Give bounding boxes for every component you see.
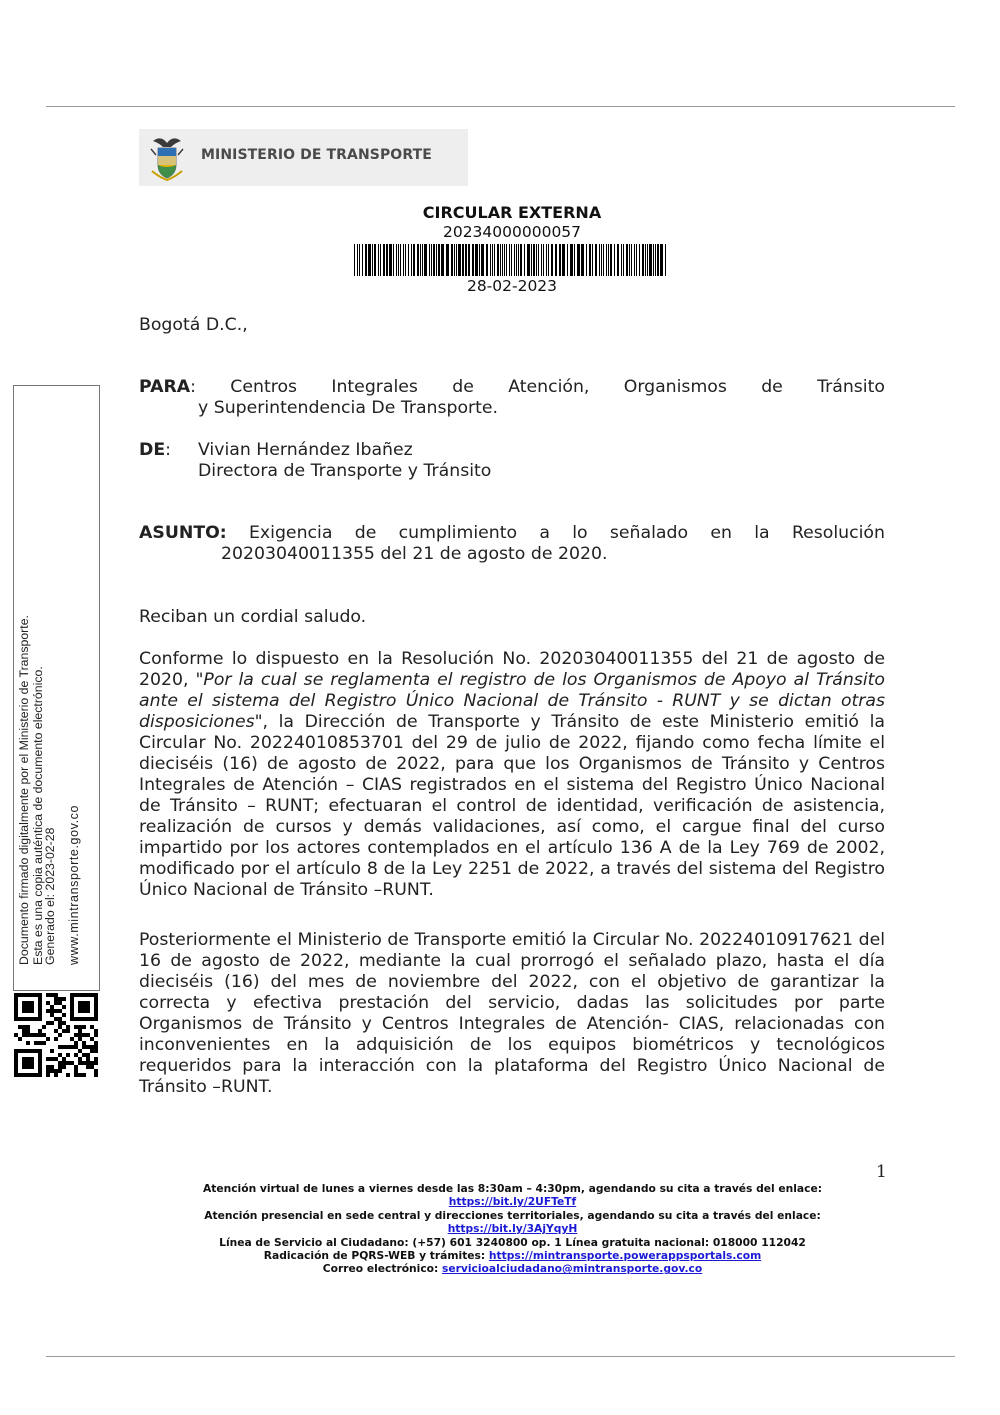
asunto-word: Exigencia [249,523,333,543]
asunto-word: Resolución [791,523,885,543]
stamp-line-3: Generado el: 2023-02-28 [43,827,57,965]
asunto-line-1 [139,523,885,544]
footer-virtual-attention: Atención virtual de lunes a viernes desde las 8:30am – 4:30pm, agendando su cita a través del enlace: [202,1182,822,1195]
footer-link-virtual[interactable]: https://bit.ly/2UFTeTf [448,1195,577,1209]
footer-link-email[interactable]: servicioalciudadano@mintransporte.gov.co [442,1262,703,1276]
de-label: DE [139,440,166,460]
greeting: Reciban un cordial saludo. [139,607,367,627]
de-block: DE: Vivian Hernández Ibañez Directora de Transporte y Tránsito [139,440,885,482]
city-line: Bogotá D.C., [139,315,248,335]
para-word: de [452,377,474,397]
footer-inperson-attention: Atención presencial en sede central y direcciones territoriales, agendando su cita a través del enlace: [204,1208,821,1222]
document-header [300,203,724,296]
asunto-block [139,523,885,565]
asunto-word: señalado [609,523,689,543]
paragraph-1: Conforme lo dispuesto en la Resolución No. 20203040011355 del 21 de agosto de 2020, "Por la cual se reglamenta el registro de los Organismos de Apoyo al Tránsito ante el sistema del Registro Único Nacional de Tránsito - RUNT y se dictan otras disposiciones", la Dirección de Transporte y Tránsito de este Ministerio emitió la Circular No. 20224010853701 del 29 de julio de 2022, fijando como fecha límite el dieciséis (16) de agosto de 2022, para que los Organismos de Tránsito y Centros Integrales de Atención – CIAS registrados en el sistema del Registro Único Nacional de Tránsito – RUNT; efectuaran el control de identidad, verificación de asistencia, realización de cursos y demás validaciones, así como, el cargue final del curso impartido por los actores contemplados en el artículo 136 A de la Ley 769 de 2002, modificado por el artículo 8 de la Ley 2251 de 2022, a través del sistema del Registro Único Nacional de Tránsito –RUNT. [139,649,885,900]
para-recipients: y Superintendencia De Transporte. [198,398,499,418]
para-word: Organismos [623,377,727,397]
para-word: Integrales [331,377,418,397]
asunto-word: cumplimiento [398,523,518,543]
asunto-word: de [354,523,377,543]
qr-code [14,993,98,1077]
resolution-title: Por la cual se reglamenta el registro de los Organismos de Apoyo al Tránsito ante el sistema del Registro Único Nacional de Tránsito - RUNT y se dictan otras disposiciones [139,670,885,732]
asunto-word: la [754,523,770,543]
para-word: Centros [230,377,298,397]
asunto-word: lo [572,523,588,543]
de-title: Directora de Transporte y Tránsito [198,461,492,481]
footer-link-inperson[interactable]: https://bit.ly/3AjYqyH [447,1222,578,1236]
para-line-1 [139,377,885,398]
footer-email-label: Correo electrónico: [322,1262,439,1276]
para-word: de [761,377,783,397]
coat-of-arms-icon [147,135,187,181]
top-divider [46,106,955,107]
barcode [354,244,670,276]
asunto-label: ASUNTO: [139,523,227,543]
document-date: 28-02-2023 [466,277,558,295]
bottom-divider [46,1356,955,1357]
footer-link-pqrs[interactable]: https://mintransporte.powerappsportals.com [488,1249,762,1263]
asunto-word: a [539,523,550,543]
asunto-word: en [710,523,732,543]
asunto-continuation: 20203040011355 del 21 de agosto de 2020. [221,544,608,564]
document-type: CIRCULAR EXTERNA [422,203,602,222]
stamp-line-1: Documento firmado digitalmente por el Ministerio de Transporte. [17,615,31,965]
document-number: 20234000000057 [442,223,582,241]
para-word: Tránsito [817,377,885,397]
paragraph-2: Posteriormente el Ministerio de Transporte emitió la Circular No. 20224010917621 del 16 de agosto de 2022, mediante la cual prorrogó el señalado plazo, hasta el día dieciséis (16) del mes de noviembre del 2022, con el objetivo de garantizar la correcta y efectiva prestación del servicio, dadas las solicitudes por parte Organismos de Tránsito y Centros Integrales de Atención- CIAS, relacionadas con inconvenientes en la adquisición de los equipos biométricos y tecnológicos requeridos para la interacción con la plataforma del Registro Único Nacional de Tránsito –RUNT. [139,930,885,1097]
para-label: PARA: [139,377,196,397]
ministry-logo [139,129,468,186]
ministry-name: MINISTERIO DE TRANSPORTE [201,147,432,163]
footer-pqrs-label: Radicación de PQRS-WEB y trámites: [263,1249,486,1263]
footer-phone-line: Línea de Servicio al Ciudadano: (+57) 601 3240800 op. 1 Línea gratuita nacional: 018000 112042 [219,1235,806,1249]
de-name: Vivian Hernández Ibañez [197,440,413,460]
footer [150,1182,875,1276]
stamp-line-2: Esta es una copia auténtica de documento electrónico. [31,666,45,965]
page-number: 1 [876,1162,887,1182]
para-block [139,377,885,419]
para-word: Atención, [508,377,590,397]
stamp-url: www.mintransporte.gov.co [67,804,81,965]
